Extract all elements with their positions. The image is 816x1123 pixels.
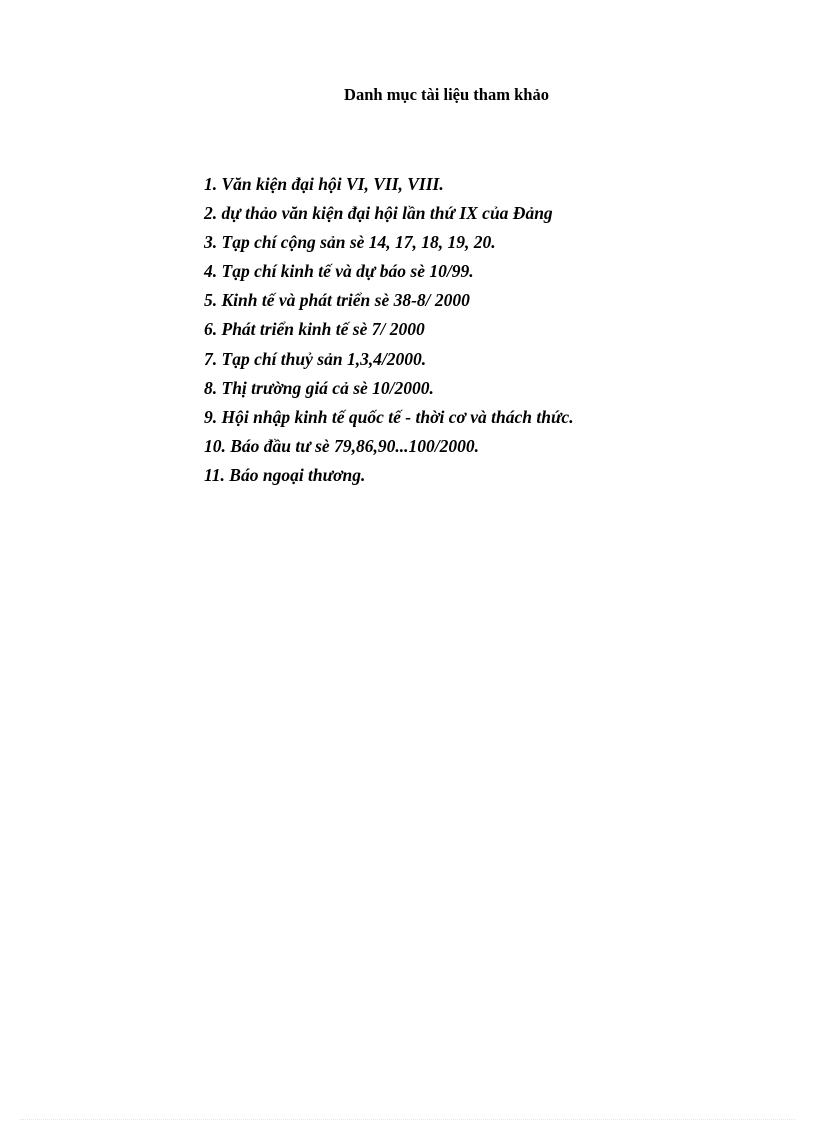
reference-item: 8. Thị trường giá cả sè 10/2000. xyxy=(204,377,434,398)
reference-list xyxy=(204,170,574,490)
reference-item: 6. Phát triển kinh tế sè 7/ 2000 xyxy=(204,319,425,340)
page-title: Danh mục tài liệu tham khảo xyxy=(344,85,549,104)
reference-item: 10. Báo đầu tư sè 79,86,90...100/2000. xyxy=(204,435,479,456)
reference-item: 1. Văn kiện đại hội VI, VII, VIII. xyxy=(204,174,444,194)
reference-item: 3. Tạp chí cộng sản sè 14, 17, 18, 19, 20. xyxy=(204,232,496,253)
reference-item: 9. Hội nhập kinh tế quốc tế - thời cơ và thách thức. xyxy=(204,406,574,427)
reference-item: 7. Tạp chí thuỷ sản 1,3,4/2000. xyxy=(204,348,427,369)
reference-item: 5. Kinh tế và phát triển sè 38-8/ 2000 xyxy=(204,290,470,311)
reference-item: 2. dự thảo văn kiện đại hội lần thứ IX của Đảng xyxy=(204,203,553,224)
reference-item: 4. Tạp chí kinh tế và dự báo sè 10/99. xyxy=(204,261,474,282)
page-bottom-divider xyxy=(20,1119,796,1120)
reference-item: 11. Báo ngoại thương. xyxy=(204,464,366,485)
